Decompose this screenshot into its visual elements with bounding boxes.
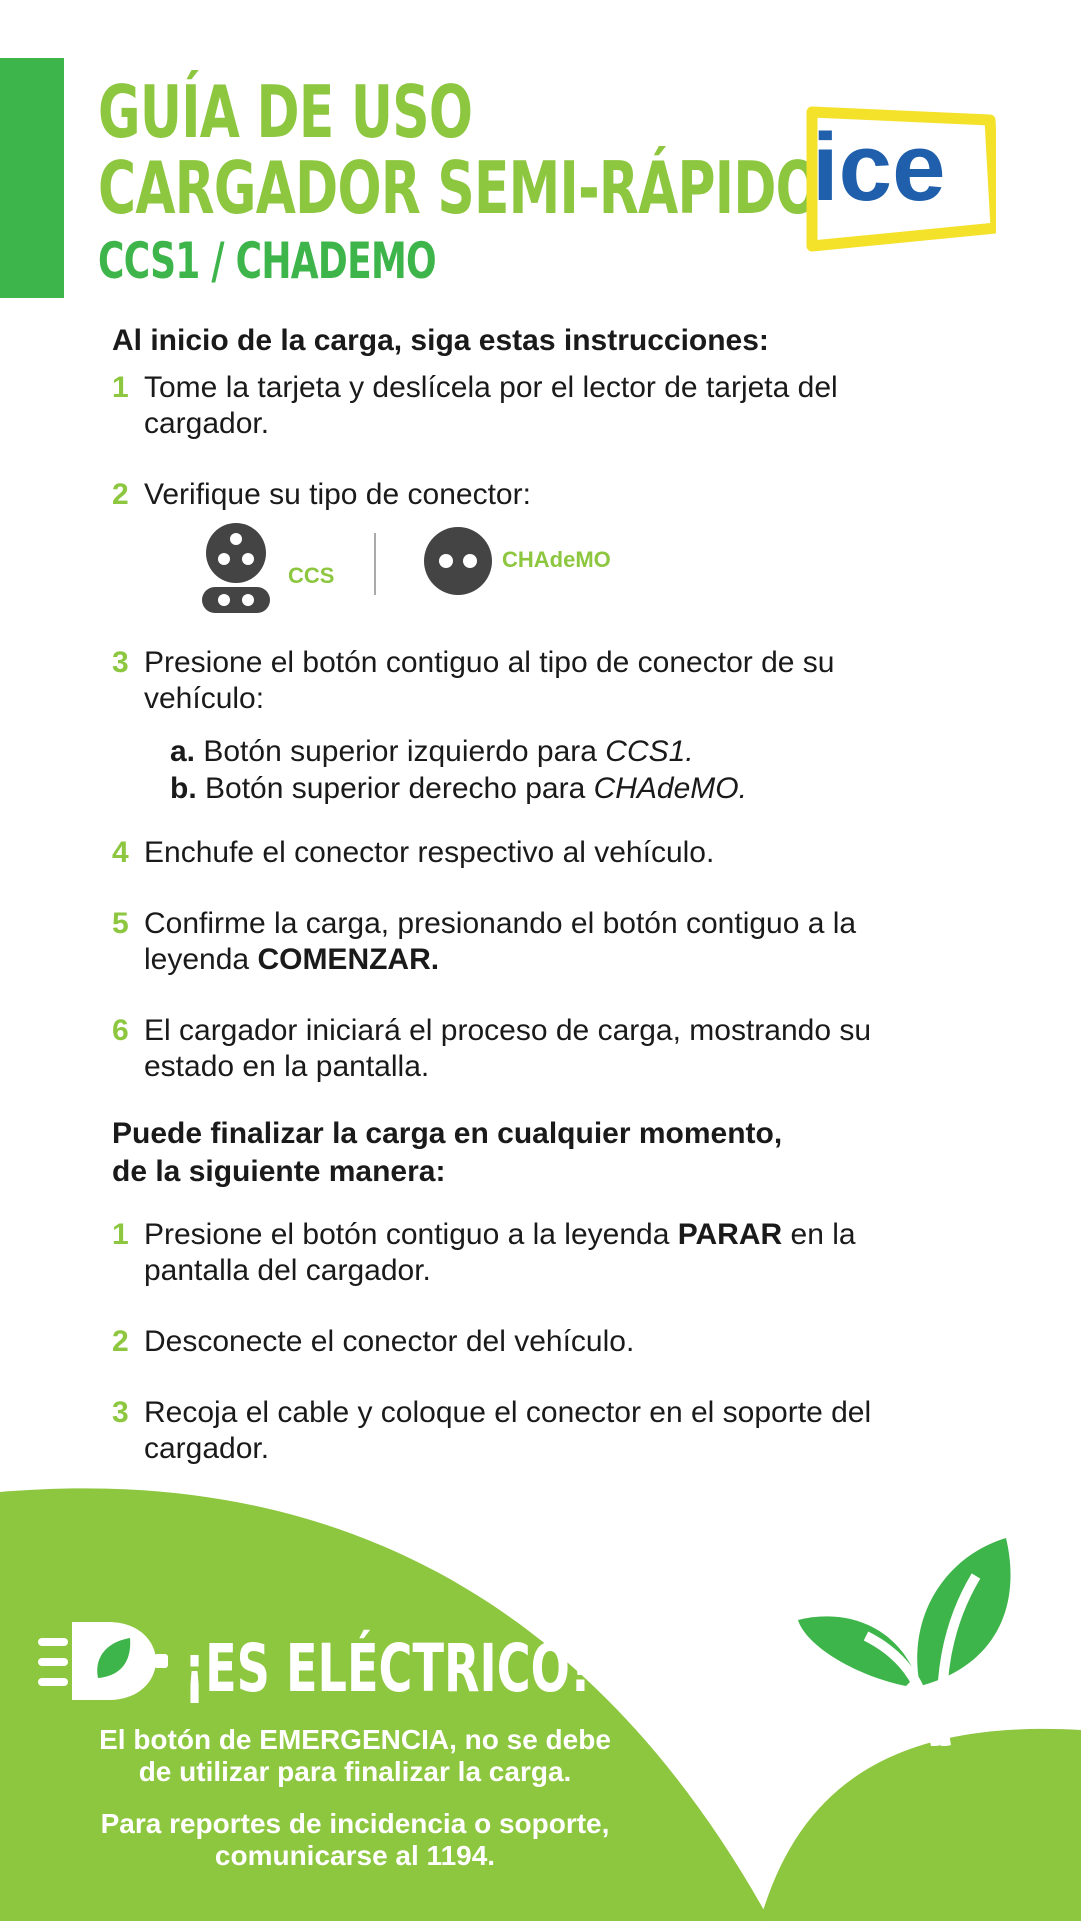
start-step-3 xyxy=(112,645,972,717)
step-text-cont: pantalla del cargador. xyxy=(144,1254,431,1287)
support-note-line-1: Para reportes de incidencia o soporte, xyxy=(100,1808,610,1839)
support-note xyxy=(30,1808,680,1872)
step-text-bold: COMENZAR. xyxy=(257,943,440,976)
option-text: Botón superior derecho para xyxy=(196,772,594,805)
step-text: Enchufe el conector respectivo al vehículo. xyxy=(144,836,715,869)
step-text: Verifique su tipo de conector: xyxy=(144,478,531,511)
chademo-label: CHAdeMO xyxy=(502,547,611,572)
option-italic: CCS1. xyxy=(605,735,694,768)
start-step-6 xyxy=(112,1013,972,1085)
ccs-label: CCS xyxy=(288,563,335,588)
step-number: 6 xyxy=(112,1014,129,1047)
step-text xyxy=(144,1217,972,1253)
step-text: Tome la tarjeta y deslícela por el lector de tarjeta del xyxy=(144,371,838,404)
ice-logo xyxy=(790,98,996,258)
instructions xyxy=(112,322,972,1467)
title-line-3: CCS1 / CHADEMO xyxy=(98,232,436,290)
step-text-plain-post: en la xyxy=(782,1218,856,1251)
finish-step-2 xyxy=(112,1324,972,1360)
step-text-cont: vehículo: xyxy=(144,682,265,715)
finish-step-3 xyxy=(112,1395,972,1467)
emergency-note-line-1: El botón de EMERGENCIA, no se debe xyxy=(99,1724,611,1755)
electric-plug-icon xyxy=(38,1618,168,1704)
step-text-cont xyxy=(144,942,972,978)
emergency-note-line-2: de utilizar para finalizar la carga. xyxy=(138,1756,572,1787)
finish-heading xyxy=(112,1115,972,1191)
step-number: 2 xyxy=(112,478,129,511)
step-text-cont: cargador. xyxy=(144,1432,270,1465)
connector-types xyxy=(112,523,972,623)
ccs-connector-icon xyxy=(200,523,272,613)
step-text-cont: cargador. xyxy=(144,407,270,440)
start-step-2 xyxy=(112,477,972,513)
step-text-plain: leyenda xyxy=(144,943,258,976)
option-italic: CHAdeMO. xyxy=(593,772,747,805)
title-line-1: GUÍA DE USO xyxy=(98,70,473,154)
step-text: El cargador iniciará el proceso de carga, mostrando su xyxy=(144,1014,872,1047)
step-text-bold: PARAR xyxy=(677,1218,783,1251)
page-title xyxy=(98,70,819,292)
step-number: 4 xyxy=(112,836,129,869)
option-letter: a. xyxy=(170,735,196,768)
step-number: 2 xyxy=(112,1325,129,1358)
start-step-4 xyxy=(112,835,972,871)
finish-heading-line-1: Puede finalizar la carga en cualquier momento, xyxy=(112,1117,783,1150)
header-accent-bar xyxy=(0,58,64,298)
option-text: Botón superior izquierdo para xyxy=(195,735,606,768)
step-number: 1 xyxy=(112,371,129,404)
start-step-1 xyxy=(112,370,972,442)
finish-step-1 xyxy=(112,1217,972,1289)
step-text: Desconecte el conector del vehículo. xyxy=(144,1325,635,1358)
step-text: Recoja el cable y coloque el conector en el soporte del xyxy=(144,1396,872,1429)
emergency-note xyxy=(30,1724,680,1788)
start-step-5 xyxy=(112,906,972,978)
option-b xyxy=(112,770,972,807)
step-text: Presione el botón contiguo al tipo de conector de su xyxy=(144,646,835,679)
title-line-2: CARGADOR SEMI-RÁPIDO xyxy=(98,146,819,230)
option-letter: b. xyxy=(170,772,197,805)
chademo-connector-icon xyxy=(424,527,492,595)
finish-heading-line-2: de la siguiente manera: xyxy=(112,1155,446,1188)
option-a xyxy=(112,733,972,770)
step-number: 1 xyxy=(112,1218,129,1251)
step-number: 5 xyxy=(112,907,129,940)
step-text-plain: Presione el botón contiguo a la leyenda xyxy=(144,1218,678,1251)
leaf-icon xyxy=(796,1536,1016,1746)
step-number: 3 xyxy=(112,646,129,679)
logo-wordmark: ice xyxy=(812,114,946,221)
brand-slogan: ¡ES ELÉCTRICO! xyxy=(184,1630,591,1707)
step-number: 3 xyxy=(112,1396,129,1429)
connector-divider xyxy=(374,533,376,595)
step-text: Confirme la carga, presionando el botón contiguo a la xyxy=(144,907,857,940)
step-text-cont: estado en la pantalla. xyxy=(144,1050,430,1083)
support-note-line-2: comunicarse al 1194. xyxy=(214,1840,496,1871)
start-heading: Al inicio de la carga, siga estas instrucciones: xyxy=(112,324,769,357)
